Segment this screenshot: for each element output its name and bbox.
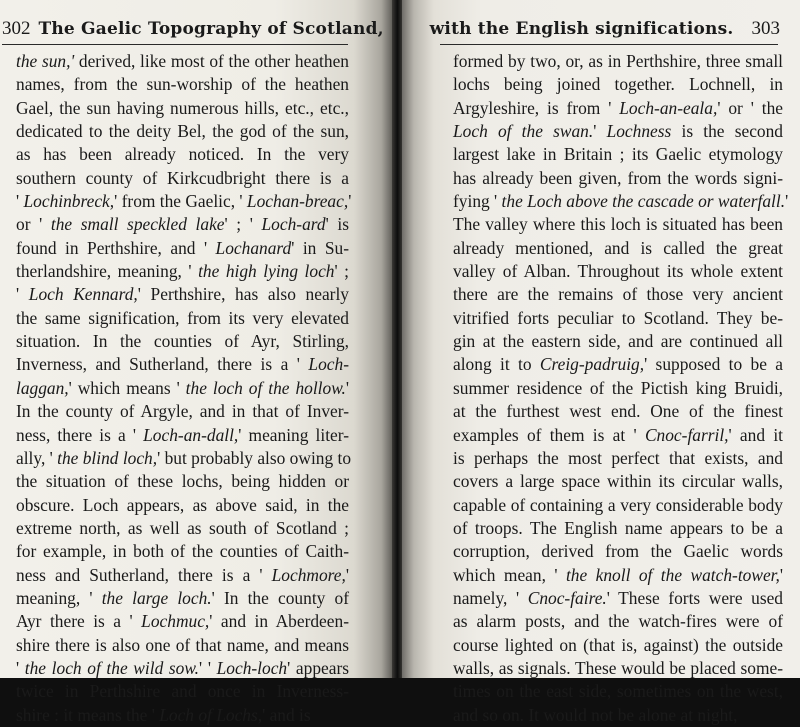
left-page-body <box>16 50 352 727</box>
text-run: shire there is also one of that name, and means <box>16 634 349 655</box>
italic-phrase: Lochmuc, <box>141 611 210 632</box>
text-run: ally, ' <box>16 447 58 468</box>
italic-phrase: Cnoc-faire. <box>527 587 607 608</box>
text-line <box>453 634 783 657</box>
text-run: at the furthest west end. One of the finest <box>453 401 783 422</box>
text-run: Gael, the sun having numerous hills, etc., etc., <box>16 97 349 118</box>
italic-phrase: Lochness <box>606 121 672 142</box>
text-run: as has been already noticed. In the very <box>16 144 349 165</box>
italic-phrase: the loch of the wild sow. <box>24 657 200 678</box>
text-run: already mentioned, and is called the great <box>453 237 783 258</box>
running-head-left: The Gaelic Topography of Scotland, <box>38 19 384 39</box>
text-line <box>16 564 349 587</box>
text-line <box>453 307 783 330</box>
text-line <box>16 494 349 517</box>
text-line <box>453 657 783 680</box>
text-line <box>453 73 783 96</box>
text-run: ' <box>348 191 352 212</box>
text-run: ' ; <box>334 261 349 282</box>
text-run: ' which means ' <box>68 377 186 398</box>
italic-phrase: the small speckled lake <box>50 214 225 235</box>
text-line <box>16 540 349 563</box>
text-run: valley of Alban. Throughout its whole extent <box>453 261 783 282</box>
text-run: is perhaps the most perfect that exists, and <box>453 447 783 468</box>
text-run: The valley where this loch is situated has been <box>453 214 783 235</box>
text-run: is the second <box>671 121 784 142</box>
text-line <box>453 377 783 400</box>
text-run: which mean, ' <box>453 564 566 585</box>
text-run: In the county of Argyle, and in that of Inver- <box>16 401 349 422</box>
text-run: Inverness, and Sutherland, there is a ' <box>16 354 309 375</box>
text-run: has already been given, from the words signi- <box>453 167 783 188</box>
text-line <box>453 50 783 73</box>
text-run: namely, ' <box>453 587 528 608</box>
italic-phrase: the high lying loch <box>198 261 335 282</box>
text-line <box>453 213 783 236</box>
text-run: capable of containing a very considerable body <box>453 494 783 515</box>
italic-phrase: laggan, <box>16 377 69 398</box>
text-line <box>453 283 783 306</box>
text-line <box>16 167 349 190</box>
text-run: ' <box>779 564 783 585</box>
text-line <box>453 587 783 610</box>
text-run: corruption, derived from the Gaelic words <box>453 541 783 562</box>
italic-phrase: the loch of the hollow. <box>185 377 346 398</box>
text-line <box>16 190 352 213</box>
text-run: walls, as signals. These would be placed some- <box>453 657 783 678</box>
text-line <box>16 307 349 330</box>
text-line <box>16 447 352 470</box>
text-run: largest lake in Britain ; its Gaelic etymology <box>453 144 783 165</box>
text-run: ' <box>16 284 29 305</box>
italic-phrase: Loch-an-dall, <box>143 424 239 445</box>
text-line <box>453 704 783 727</box>
italic-phrase: Loch of the swan. <box>453 121 594 142</box>
text-line <box>453 330 783 353</box>
text-run: ' In the county of <box>211 587 349 608</box>
header-rule-right <box>440 44 778 45</box>
text-line <box>16 377 349 400</box>
italic-phrase: Loch of Lochs, <box>159 704 263 725</box>
text-run: ' is <box>325 214 349 235</box>
text-run: names, from the sun-worship of the heathen <box>16 74 349 95</box>
text-line <box>453 260 783 283</box>
text-run: ' from the Gaelic, ' <box>114 191 247 212</box>
text-line <box>16 97 349 120</box>
text-run: and so on. It would not be alone at night, <box>453 704 738 725</box>
text-run: found in Perthshire, and ' <box>16 237 216 258</box>
text-run: ' and in Aberdeen- <box>209 611 349 632</box>
italic-phrase: Loch-an-eala, <box>619 97 718 118</box>
text-run: ' but probably also owing to <box>157 447 352 468</box>
text-run: course lighted on (that is, against) the outside <box>453 634 783 655</box>
text-line <box>453 353 783 376</box>
text-run: of troops. The English name appears to be a <box>453 517 783 538</box>
text-line <box>453 120 783 143</box>
text-line <box>453 167 783 190</box>
running-head-right: with the English significations. <box>429 19 734 39</box>
text-line <box>16 73 349 96</box>
italic-phrase: the knoll of the watch-tower, <box>565 564 780 585</box>
text-run: dedicated to the deity Bel, the god of the sun, <box>16 121 349 142</box>
italic-phrase: the large loch. <box>101 587 212 608</box>
text-run: ' and it <box>728 424 783 445</box>
text-line <box>453 470 783 493</box>
text-line <box>453 494 783 517</box>
text-line <box>453 610 783 633</box>
text-line <box>16 120 349 143</box>
text-run: ' ; ' <box>224 214 262 235</box>
page-number-left: 302 <box>2 18 31 39</box>
text-line <box>453 680 783 703</box>
text-run: Argyleshire, is from ' <box>453 97 620 118</box>
text-line <box>453 564 783 587</box>
text-run: ' in Su- <box>291 237 349 258</box>
text-line <box>16 610 349 633</box>
text-run: derived, like most of the other heathen <box>74 51 349 71</box>
text-run: ness, there is a ' <box>16 424 144 445</box>
italic-phrase: Lochanard <box>215 237 292 258</box>
text-run: extreme north, as well as south of Scotland ; <box>16 517 349 538</box>
text-run: or ' <box>16 214 51 235</box>
text-line <box>453 540 783 563</box>
text-run: ' ' <box>199 657 217 678</box>
text-line <box>453 400 783 423</box>
italic-phrase: the blind loch, <box>57 447 158 468</box>
text-run: southern county of Kirkcudbright there is a <box>16 167 349 188</box>
text-run: as alarm posts, and the watch-fires were of <box>453 611 783 632</box>
text-run: covers a large space within its circular walls, <box>453 471 783 492</box>
text-line <box>16 353 349 376</box>
text-run: fying ' <box>453 191 502 212</box>
right-page-body <box>453 50 789 727</box>
italic-phrase: the Loch above the cascade or waterfall. <box>501 191 786 212</box>
text-line <box>453 190 789 213</box>
text-run: ' These forts were used <box>606 587 784 608</box>
text-run: ' meaning liter- <box>238 424 349 445</box>
text-line <box>16 470 349 493</box>
italic-phrase: Cnoc-farril, <box>644 424 729 445</box>
text-run: shire : it means the ' <box>16 704 160 725</box>
text-line <box>16 657 349 680</box>
text-run: situation. In the counties of Ayr, Stirling, <box>16 331 349 352</box>
text-line <box>16 213 349 236</box>
text-run: gin at the eastern side, and are continued all <box>453 331 783 352</box>
left-page <box>0 0 393 725</box>
italic-phrase: Loch-ard <box>261 214 326 235</box>
text-line <box>16 50 349 73</box>
italic-phrase: Loch- <box>308 354 349 375</box>
text-run: summer residence of the Pictish king Bruidi, <box>453 377 783 398</box>
text-run: ' <box>785 191 789 212</box>
text-run: for example, in both of the counties of Caith- <box>16 541 349 562</box>
text-run: ' <box>593 121 607 142</box>
text-run: vitrified forts peculiar to Scotland. They be- <box>453 307 783 328</box>
text-run: lochs being joined together. Lochnell, in <box>453 74 783 95</box>
text-run: times on the east side, sometimes on the west, <box>453 681 783 702</box>
text-line <box>16 634 349 657</box>
text-line <box>16 424 349 447</box>
text-line <box>16 587 349 610</box>
text-line <box>16 143 349 166</box>
italic-phrase: Loch Kennard, <box>28 284 138 305</box>
text-line <box>16 704 349 727</box>
text-run: ' <box>345 377 349 398</box>
text-run: meaning, ' <box>16 587 102 608</box>
text-run: ' and is <box>262 704 311 725</box>
text-run: ' Perthshire, has also nearly <box>137 284 349 305</box>
text-line <box>453 447 783 470</box>
italic-phrase: Lochinbreck, <box>23 191 115 212</box>
left-page-header <box>2 18 384 40</box>
text-run: Ayr there is a ' <box>16 611 142 632</box>
text-run: examples of them is at ' <box>453 424 645 445</box>
italic-phrase: Lochmore, <box>271 564 346 585</box>
text-line <box>16 283 349 306</box>
text-line <box>453 517 783 540</box>
text-run: formed by two, or, as in Perthshire, three small <box>453 51 783 71</box>
italic-phrase: Loch-loch <box>216 657 288 678</box>
italic-phrase: the sun,' <box>16 51 75 71</box>
text-run: there are the remains of those very ancient <box>453 284 783 305</box>
text-run: twice in Perthshire and once in Inverness- <box>16 681 349 702</box>
text-run: along it to <box>453 354 540 375</box>
text-line <box>453 424 783 447</box>
right-page-header <box>430 18 780 40</box>
text-run: ' <box>16 657 25 678</box>
text-run: ' or ' the <box>717 97 784 118</box>
text-run: ness and Sutherland, there is a ' <box>16 564 272 585</box>
italic-phrase: Lochan-breac, <box>246 191 349 212</box>
right-page <box>402 0 800 725</box>
text-run: the same signification, from its very elevated <box>16 307 349 328</box>
page-number-right: 303 <box>751 18 780 39</box>
text-run: therlandshire, meaning, ' <box>16 261 199 282</box>
text-line <box>16 517 349 540</box>
text-line <box>453 143 783 166</box>
text-line <box>16 260 349 283</box>
text-run: obscure. Loch appears, as above said, in the <box>16 494 349 515</box>
text-line <box>453 97 783 120</box>
italic-phrase: Creig-padruig, <box>539 354 645 375</box>
text-run: ' appears <box>287 657 350 678</box>
header-rule-left <box>2 44 348 45</box>
text-run: ' <box>345 564 349 585</box>
text-run: ' supposed to be a <box>644 354 784 375</box>
text-run: ' <box>16 191 24 212</box>
text-line <box>16 400 349 423</box>
text-run: the situation of these lochs, being hidden or <box>16 471 349 492</box>
text-line <box>16 237 349 260</box>
text-line <box>453 237 783 260</box>
text-line <box>16 680 349 703</box>
text-line <box>16 330 349 353</box>
